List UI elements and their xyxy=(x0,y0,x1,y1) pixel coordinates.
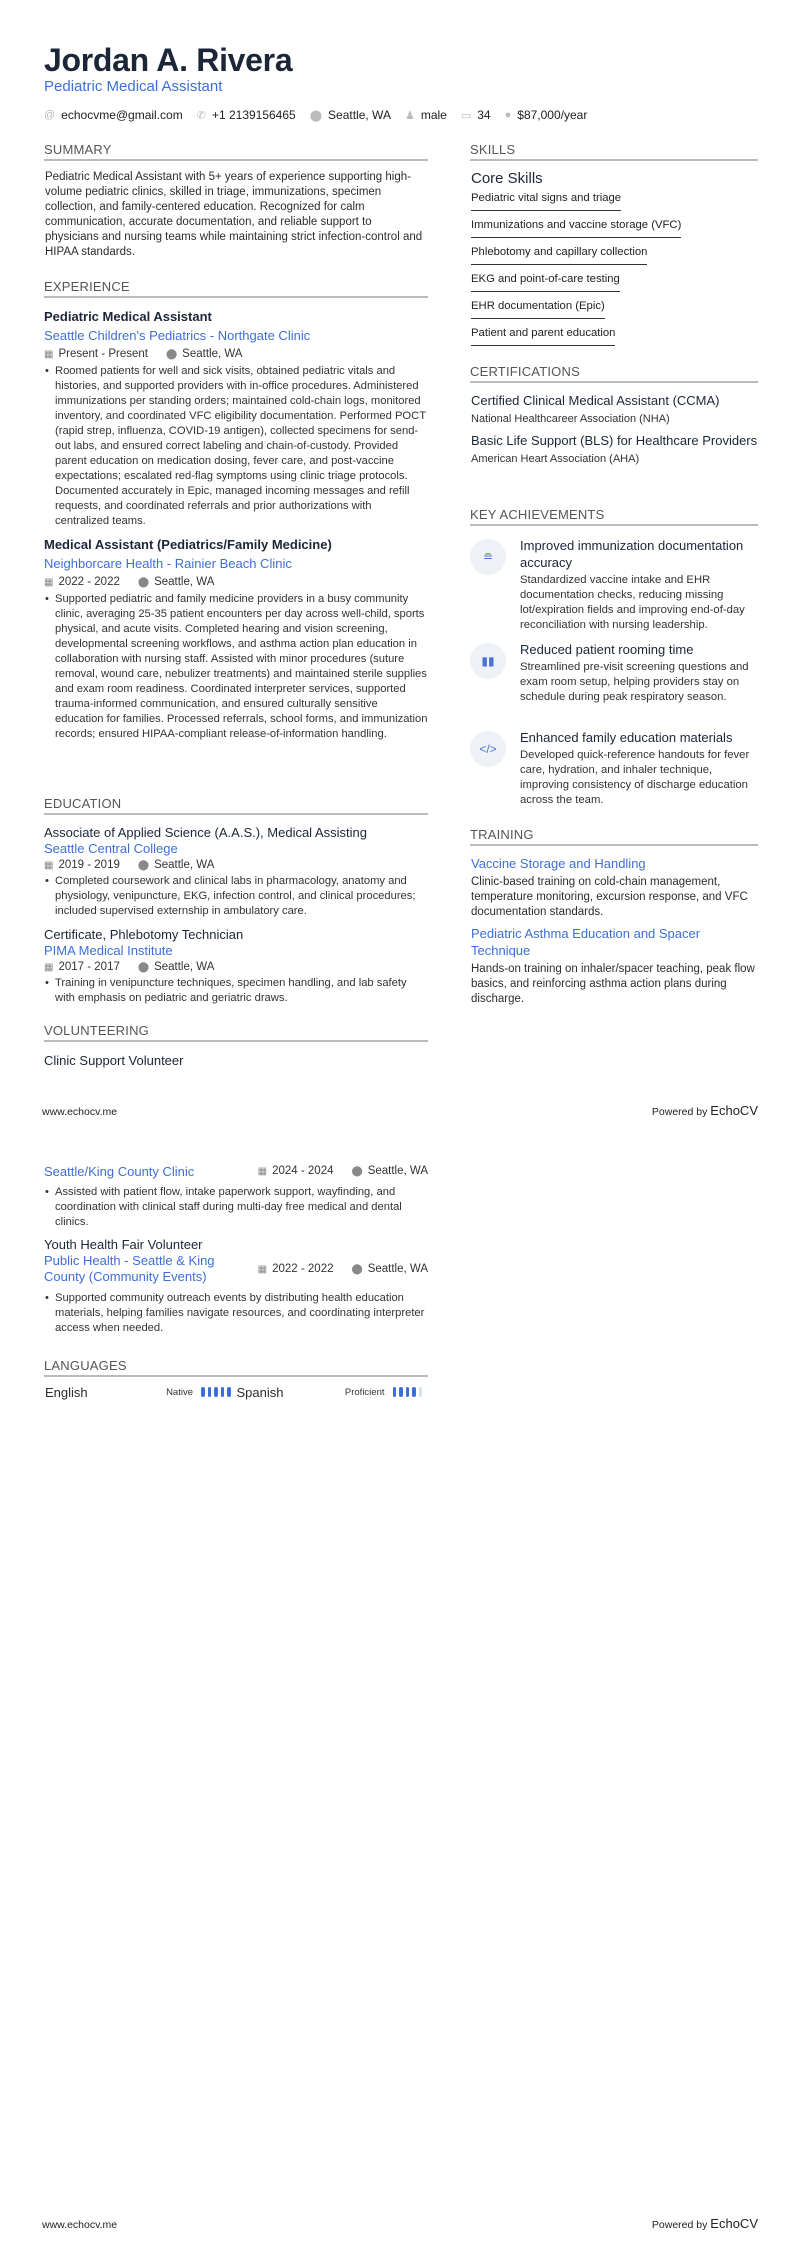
location-icon: ⬤ xyxy=(351,1263,363,1275)
end: 2024 xyxy=(307,1165,334,1177)
degree: Associate of Applied Science (A.A.S.), Medical Assisting xyxy=(44,825,367,840)
company: Seattle Children's Pediatrics - Northgate Clinic xyxy=(44,328,311,343)
school: PIMA Medical Institute xyxy=(44,943,173,958)
section-heading: EDUCATION xyxy=(44,796,428,815)
volunteering-section xyxy=(44,1023,428,1069)
level-bar xyxy=(221,1387,225,1397)
location: Seattle, WA xyxy=(328,108,391,122)
start: 2022 xyxy=(58,576,85,588)
gender: male xyxy=(420,108,447,122)
achievement-item xyxy=(470,537,760,633)
volunteer-role: Youth Health Fair Volunteer xyxy=(44,1237,203,1252)
language-level: Proficient xyxy=(344,1387,385,1398)
training-title: Vaccine Storage and Handling xyxy=(471,856,646,871)
skill-item: Immunizations and vaccine storage (VFC) xyxy=(471,214,681,238)
training-section xyxy=(470,827,758,1007)
start: 2022 xyxy=(272,1262,298,1275)
training-desc: Hands-on training on inhaler/spacer teaching, peak flow basics, and reinforcing asthma action plans during discharge. xyxy=(471,963,755,1005)
skill-item: Patient and parent education xyxy=(471,322,615,346)
person-icon: ♟ xyxy=(404,109,415,122)
skill-item: Pediatric vital signs and triage xyxy=(471,187,621,211)
location-icon: ⬤ xyxy=(165,349,178,360)
candidate-title: Pediatric Medical Assistant xyxy=(44,78,223,95)
volunteer-org: Seattle/King County Clinic xyxy=(44,1164,195,1179)
level-bar xyxy=(406,1387,410,1397)
cert-issuer: American Heart Association (AHA) xyxy=(471,453,640,465)
skill-item: Phlebotomy and capillary collection xyxy=(471,241,647,265)
location: Seattle, WA xyxy=(154,576,215,588)
achievement-item xyxy=(470,641,760,705)
start: 2017 xyxy=(58,961,85,973)
level-bar xyxy=(201,1387,205,1397)
location: Seattle, WA xyxy=(367,1165,428,1177)
volunteer-org: Public Health - Seattle & King County (Community Events) xyxy=(44,1253,215,1284)
bullet: • Assisted with patient flow, intake paperwork support, wayfinding, and coordination with clinical staff during multi-day free medical and dental clinics. xyxy=(44,1185,428,1230)
calendar-icon: ▦ xyxy=(257,1166,268,1177)
start: Present xyxy=(58,348,99,360)
calendar-icon: ▦ xyxy=(44,577,54,588)
cert-issuer: National Healthcareer Association (NHA) xyxy=(471,413,670,425)
achievement-desc: Standardized vaccine intake and EHR documentation checks, reducing missing lot/expiration fields and improving end-of-day reconciliation with nursing leadership. xyxy=(520,574,745,631)
summary-section xyxy=(44,142,428,260)
book-icon: ▮▮ xyxy=(470,643,506,679)
location-icon: ⬤ xyxy=(137,577,150,588)
level-bar xyxy=(208,1387,212,1397)
language-level-bars xyxy=(201,1387,231,1397)
language-name: English xyxy=(45,1385,88,1400)
summary-text: Pediatric Medical Assistant with 5+ years of experience supporting high-volume pediatric clinics, skilled in triage, immunizations, specimen collection, and family-centered education. Recognized for calm communication, accurate documentation, and reliable support to physicians and nursing teams while maintaining strict infection-control and HIPAA standards. xyxy=(45,171,423,258)
end: 2022 xyxy=(94,576,120,588)
experience-item: Pediatric Medical Assistant Seattle Children's Pediatrics - Northgate Clinic ▦ Present - Present ⬤ Seattle, WA • Roomed patients for well and sick visits, obtained pediatric vitals and histories, and supported providers with in-office procedures. Administered immunizations per standing orders; maintained cold-chain logs, monitored inventory, and coordinated VFC eligibility documentation. Performed POCT (rapid strep, influenza, COVID-19 antigen), collected specimens for send-out labs, and ensured correct labeling and chain-of-custody. Provided parent education on medication dosing, fever care, and post-vaccine expectations; escalated red-flag symptoms using clinic triage protocols. Documented accurately in Epic, managed incoming messages and refill requests, and coordinated referrals and prior authorizations with centralized teams. xyxy=(44,308,428,529)
level-bar xyxy=(399,1387,403,1397)
level-bar xyxy=(214,1387,218,1397)
achievement-title: Enhanced family education materials xyxy=(520,730,733,745)
certifications-section xyxy=(470,364,758,467)
achievement-title: Improved immunization documentation accuracy xyxy=(520,538,744,570)
job-title: Pediatric Medical Assistant xyxy=(44,309,212,324)
email[interactable]: echocvme@gmail.com xyxy=(61,108,183,122)
skills-section xyxy=(470,142,758,346)
section-heading: SUMMARY xyxy=(44,142,428,161)
school: Seattle Central College xyxy=(44,841,178,856)
level-bar xyxy=(393,1387,397,1397)
location: Seattle, WA xyxy=(154,961,215,973)
location: Seattle, WA xyxy=(182,348,243,360)
level-bar xyxy=(412,1387,416,1397)
start: 2019 xyxy=(58,859,85,871)
end: 2022 xyxy=(307,1262,334,1275)
level-bar xyxy=(227,1387,231,1397)
bullet: • Roomed patients for well and sick visits, obtained pediatric vitals and histories, and supported providers with in-office procedures. Administered immunizations per standing orders; maintained cold-chain logs, monitored inventory, and coordinated VFC eligibility documentation. Performed POCT (rapid strep, influenza, COVID-19 antigen), collected specimens for send-out labs, and ensured correct labeling and chain-of-custody. Provided parent education on medication dosing, fever care, and post-vaccine expectations; escalated red-flag symptoms using clinic triage protocols. Documented accurately in Epic, managed incoming messages and refill requests, and coordinated referrals and prior authorizations with centralized teams. xyxy=(44,364,428,529)
volunteer-header: Seattle/King County Clinic ▦ 2024 - 2024 ⬤ Seattle, WA xyxy=(44,1164,428,1179)
language-level: Native xyxy=(166,1387,193,1398)
powered-by xyxy=(652,1103,758,1118)
location-icon: ⬤ xyxy=(137,962,150,973)
age: 34 xyxy=(477,108,491,122)
location-icon: ⬤ xyxy=(351,1166,363,1177)
calendar-icon: ▭ xyxy=(460,109,472,122)
experience-item: Medical Assistant (Pediatrics/Family Medicine) Neighborcare Health - Rainier Beach Clinic ▦ 2022 - 2022 ⬤ Seattle, WA • Supported pediatric and family medicine providers in a busy community clinic, averaging 25-35 patient encounters per day across well-child, sports physical, and acute visits. Completed hearing and vision screening, developmental screening workflows, and asthma action plan education in collaboration with nursing staff. Assisted with minor procedures (suture removal, wound care, nebulizer treatments) and maintained sterile supplies and exam room readiness. Coordinated interpreter services, supported trauma-informed communication, and ensured culturally sensitive education for families. Processed referrals, school forms, and immunization records; ensured HIPAA-compliant release-of-information handling. xyxy=(44,536,428,742)
bullet: • Completed coursework and clinical labs in pharmacology, anatomy and physiology, venipuncture, EKG, infection control, and clinical procedures; included supervised externship in ambulatory care. xyxy=(44,874,428,919)
level-bar xyxy=(419,1387,423,1397)
language-name: Spanish xyxy=(236,1385,284,1400)
volunteer-header: Public Health - Seattle & King County (Community Events) ▦ 2022 - 2022 ⬤ Seattle, WA xyxy=(44,1253,428,1284)
phone-icon: ✆ xyxy=(196,109,206,122)
degree: Certificate, Phlebotomy Technician xyxy=(44,927,244,942)
calendar-icon: ▦ xyxy=(44,349,54,360)
achievements-section xyxy=(470,507,758,807)
location-icon: ⬤ xyxy=(137,860,150,871)
section-heading: SKILLS xyxy=(470,142,758,161)
powered-by xyxy=(652,2216,758,2231)
bullet: • Supported community outreach events by distributing health education materials, helping families navigate resources, and coordinating interpreter access when needed. xyxy=(44,1291,428,1336)
skill-group-title: Core Skills xyxy=(471,170,543,187)
experience-section xyxy=(44,279,428,742)
section-heading: LANGUAGES xyxy=(44,1358,428,1377)
email-icon: @ xyxy=(44,109,56,121)
job-title: Medical Assistant (Pediatrics/Family Medicine) xyxy=(44,537,332,552)
volunteer-role: Clinic Support Volunteer xyxy=(44,1053,184,1068)
education-section xyxy=(44,796,428,1006)
contact-row xyxy=(44,108,587,122)
language-item xyxy=(45,1385,237,1400)
cert-name: Basic Life Support (BLS) for Healthcare Providers xyxy=(471,433,758,448)
footer-site[interactable]: www.echocv.me xyxy=(42,1106,118,1118)
training-title: Pediatric Asthma Education and Spacer Technique xyxy=(471,926,701,958)
section-heading: CERTIFICATIONS xyxy=(470,364,758,383)
achievement-desc: Developed quick-reference handouts for fever care, hydration, and inhaler technique, improving consistency of discharge education across the team. xyxy=(520,749,750,806)
location: Seattle, WA xyxy=(154,859,215,871)
location: Seattle, WA xyxy=(367,1262,428,1275)
candidate-name: Jordan A. Rivera xyxy=(44,42,293,78)
achievement-title: Reduced patient rooming time xyxy=(520,642,694,657)
languages-section xyxy=(44,1358,428,1400)
cert-name: Certified Clinical Medical Assistant (CCMA) xyxy=(471,393,720,408)
section-heading: TRAINING xyxy=(470,827,758,846)
salary-icon: ● xyxy=(504,109,512,121)
bullet: • Supported pediatric and family medicine providers in a busy community clinic, averaging 25-35 patient encounters per day across well-child, sports physical, and acute visits. Completed hearing and vision screening, developmental screening workflows, and asthma action plan education in collaboration with nursing staff. Assisted with minor procedures (suture removal, wound care, nebulizer treatments) and maintained sterile supplies and exam room readiness. Coordinated interpreter services, supported trauma-informed communication, and ensured culturally sensitive education for families. Processed referrals, school forms, and immunization records; ensured HIPAA-compliant release-of-information handling. xyxy=(44,592,428,742)
powered-label: Powered by xyxy=(651,1106,708,1118)
achievement-item xyxy=(470,729,760,808)
end: 2017 xyxy=(94,961,120,973)
education-item: Certificate, Phlebotomy Technician PIMA Medical Institute ▦ 2017 - 2017 ⬤ Seattle, WA • Training in venipuncture techniques, specimen handling, and lab safety with emphasis on pediatric and geriatric draws. xyxy=(44,926,428,1006)
language-level-bars xyxy=(393,1387,423,1397)
calendar-icon: ▦ xyxy=(44,860,54,871)
footer-site[interactable]: www.echocv.me xyxy=(42,2219,118,2231)
end: 2019 xyxy=(94,859,120,871)
brand: EchoCV xyxy=(710,2216,758,2231)
brand: EchoCV xyxy=(710,1103,758,1118)
achievement-desc: Streamlined pre-visit screening questions and exam room setup, helping providers stay on schedule during peak respiratory season. xyxy=(520,661,749,703)
end: Present xyxy=(108,348,148,360)
code-icon: </> xyxy=(470,731,506,767)
start: 2024 xyxy=(272,1165,298,1177)
powered-label: Powered by xyxy=(651,2219,708,2231)
section-heading: KEY ACHIEVEMENTS xyxy=(470,507,758,526)
cake-icon: ≘ xyxy=(470,539,506,575)
skill-item: EKG and point-of-care testing xyxy=(471,268,620,292)
language-item xyxy=(237,1385,429,1400)
section-heading: EXPERIENCE xyxy=(44,279,428,298)
skill-item: EHR documentation (Epic) xyxy=(471,295,605,319)
training-desc: Clinic-based training on cold-chain management, temperature monitoring, excursion response, and VFC documentation standards. xyxy=(471,876,748,918)
volunteering-continued xyxy=(44,1162,428,1336)
salary: $87,000/year xyxy=(517,108,588,122)
location-icon: ⬤ xyxy=(309,109,323,122)
phone[interactable]: +1 2139156465 xyxy=(211,108,296,122)
calendar-icon: ▦ xyxy=(257,1263,268,1275)
company: Neighborcare Health - Rainier Beach Clinic xyxy=(44,556,292,571)
section-heading: VOLUNTEERING xyxy=(44,1023,428,1042)
education-item: Associate of Applied Science (A.A.S.), Medical Assisting Seattle Central College ▦ 2019 - 2019 ⬤ Seattle, WA • Completed coursework and clinical labs in pharmacology, anatomy and physiology, venipuncture, EKG, infection control, and clinical procedures; included supervised externship in ambulatory care. xyxy=(44,824,428,919)
calendar-icon: ▦ xyxy=(44,962,54,973)
bullet: • Training in venipuncture techniques, specimen handling, and lab safety with emphasis on pediatric and geriatric draws. xyxy=(44,976,428,1006)
